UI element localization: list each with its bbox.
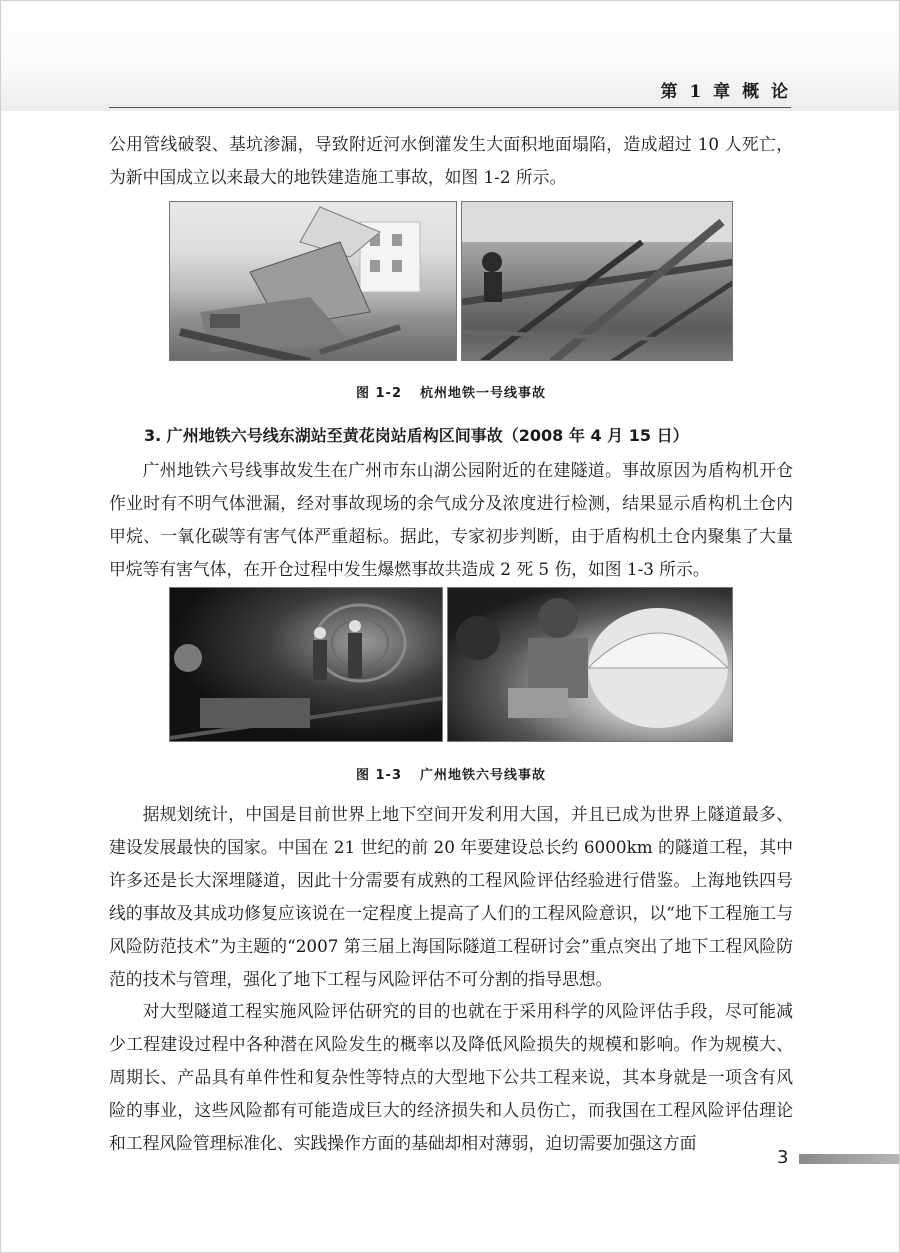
workers-closeup-image [448,588,733,742]
section-heading: 3. 广州地铁六号线东湖站至黄花岗站盾构区间事故（2008 年 4 月 15 日） [144,426,689,445]
collapsed-building-image [170,202,457,361]
tunnel-rescue-photo [169,587,443,742]
figure-1-2 [169,201,733,361]
figure-1-3-number: 图 1-3 [355,768,402,783]
figure-1-2-caption [1,382,900,401]
tunnel-rescue-image [170,588,443,742]
chapter-title: 第 1 章 概 论 [660,82,791,102]
paragraph-guangzhou-accident: 广州地铁六号线事故发生在广州市东山湖公园附近的在建隧道。事故原因为盾构机开仓作业时有不明气体泄漏，经对事故现场的余气成分及浓度进行检测，结果显示盾构机土仓内甲烷、一氧化碳等有害气体严重超标。据此，专家初步判断，由于盾构机土仓内聚集了大量甲烷等有害气体，在开仓过程中发生爆燃事故共造成 2 死 5 伤，如图 1-3 所示。 [109,460,793,579]
collapsed-building-photo [169,201,457,361]
paragraph-risk-assessment: 对大型隧道工程实施风险评估研究的目的也就在于采用科学的风险评估手段，尽可能减少工程建设过程中各种潜在风险发生的概率以及降低风险损失的规模和影响。作为规模大、周期长、产品具有单件性和复杂性等特点的大型地下公共工程来说，其本身就是一项含有风险的事业，这些风险都有可能造成巨大的经济损失和人员伤亡，而我国在工程风险评估理论和工程风险管理标准化、实践操作方面的基础却相对薄弱，迫切需要加强这方面 [109,1001,793,1153]
workers-closeup-photo [447,587,733,742]
footer-bar [799,1154,899,1164]
paragraph-planning-statistics: 据规划统计，中国是目前世界上地下空间开发利用大国，并且已成为世界上隧道最多、建设发展最快的国家。中国在 21 世纪的前 20 年要建设总长约 6000km 的隧道工程，其中许多还是长大深埋隧道，因此十分需要有成熟的工程风险评估经验进行借鉴。上海地铁四号线的事故及其成功修复应该说在一定程度上提高了人们的工程风险意识，以“地下工程施工与风险防范技术”为主题的“2007 第三届上海国际隧道工程研讨会”重点突出了地下工程风险防范的技术与管理，强化了地下工程与风险评估不可分割的指导思想。 [109,804,793,989]
excavation-site-image [462,202,733,361]
excavation-site-photo [461,201,733,361]
figure-1-3-caption [1,764,900,783]
page-number: 3 [777,1147,789,1168]
figure-1-2-title: 杭州地铁一号线事故 [420,386,547,401]
paragraph-collapse-continued: 公用管线破裂、基坑渗漏，导致附近河水倒灌发生大面积地面塌陷，造成超过 10 人死亡，为新中国成立以来最大的地铁建造施工事故，如图 1-2 所示。 [109,134,793,187]
header-rule [109,107,791,108]
figure-1-3-title: 广州地铁六号线事故 [420,768,547,783]
figure-1-3 [169,587,733,742]
figure-1-2-number: 图 1-2 [355,386,402,401]
